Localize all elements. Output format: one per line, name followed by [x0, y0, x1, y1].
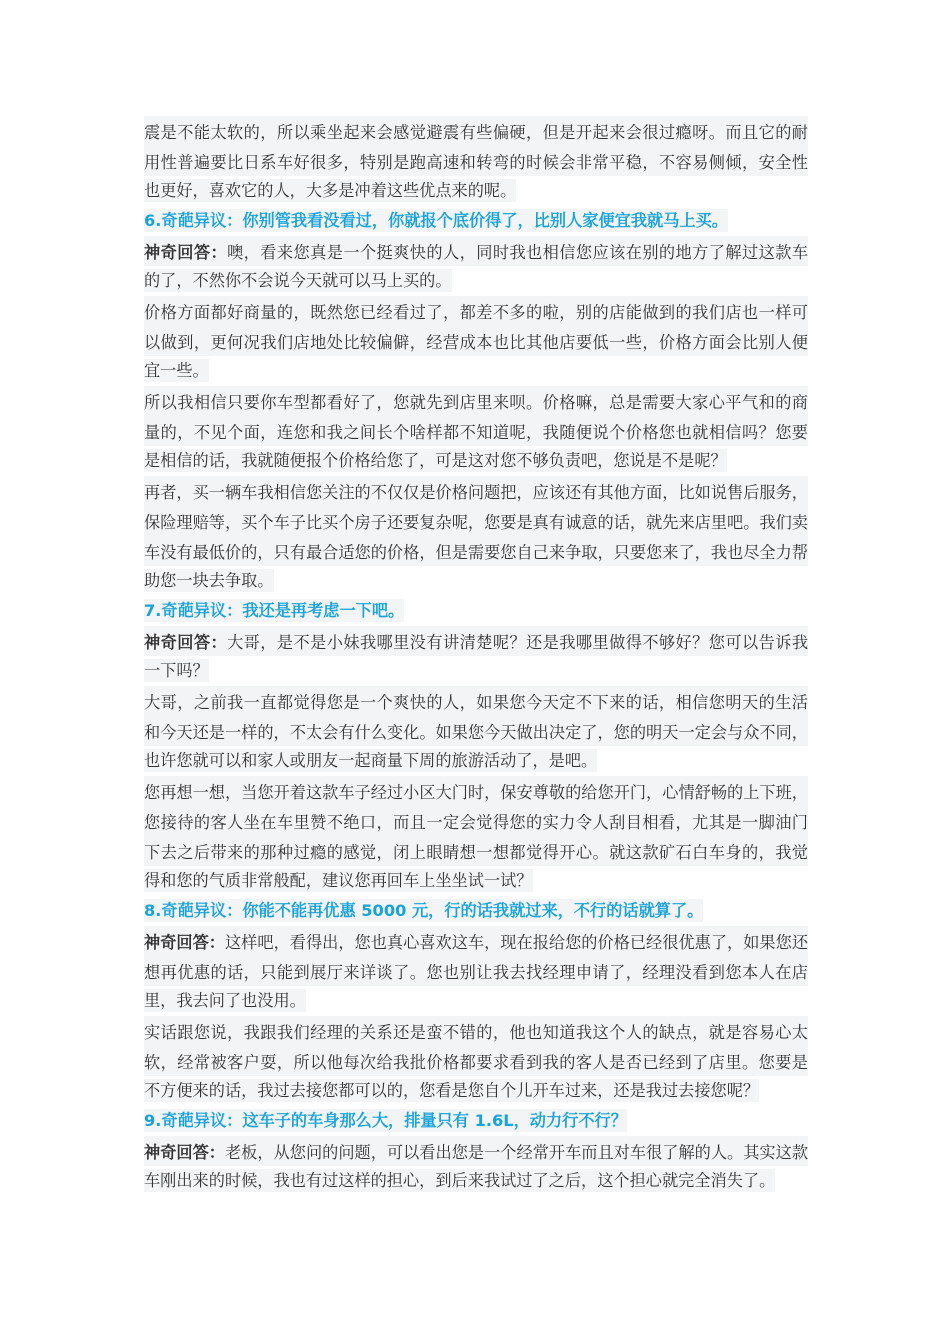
heading-text: 7.奇葩异议：我还是再考虑一下吧。 — [144, 601, 405, 620]
body-text: 您接待的客人坐在车里赞不绝口，而且一定会觉得您的实力令人刮目相看，尤其是一脚油门 — [144, 806, 808, 836]
body-text: 所以我相信只要你车型都看好了，您就先到店里来呗。价格嘛，总是需要大家心平气和的商 — [144, 386, 808, 416]
answer-label: 神奇回答： — [144, 933, 225, 952]
section-heading — [144, 896, 808, 926]
body-text: 大哥，之前我一直都觉得您是一个爽快的人，如果您今天定不下来的话，相信您明天的生活 — [144, 686, 808, 716]
answer-label: 神奇回答： — [144, 243, 228, 262]
body-text: 车没有最低价的，只有最合适您的价格，但是需要您自己来争取，只要您来了，我也尽全力帮 — [144, 536, 808, 566]
body-text: 以做到，更何况我们店地处比较偏僻，经营成本也比其他店要低一些，价格方面会比别人便 — [144, 326, 808, 356]
body-text: 软，经常被客户耍，所以他每次给我批价格都要求看到我的客人是否已经到了店里。您要是 — [144, 1046, 808, 1076]
heading-text: 8.奇葩异议：你能不能再优惠 5000 元，行的话我就过来，不行的话就算了。 — [144, 901, 704, 920]
body-text: 您再想一想，当您开着这款车子经过小区大门时，保安尊敬的给您开门，心情舒畅的上下班， — [144, 776, 808, 806]
paragraph-line — [144, 1046, 808, 1076]
answer-line — [144, 926, 808, 956]
section-heading — [144, 1106, 808, 1136]
body-text: 实话跟您说，我跟我们经理的关系还是蛮不错的，他也知道我这个人的缺点，就是容易心太 — [144, 1016, 808, 1046]
body-text: 想再优惠的话，只能到展厅来详谈了。您也别让我去找经理申请了，经理没看到您本人在店 — [144, 956, 808, 986]
paragraph-line — [144, 746, 808, 776]
body-text: 车刚出来的时候，我也有过这样的担心，到后来我试过了之后，这个担心就完全消失了。 — [144, 1171, 776, 1190]
paragraph-line — [144, 806, 808, 836]
paragraph-line — [144, 866, 808, 896]
answer-text: 噢，看来您真是一个挺爽快的人，同时我也相信您应该在别的地方了解过这款车 — [227, 243, 808, 262]
paragraph-line — [144, 176, 808, 206]
paragraph-line — [144, 1076, 808, 1106]
body-text: 价格方面都好商量的，既然您已经看过了，都差不多的啦，别的店能做到的我们店也一样可 — [144, 296, 808, 326]
body-text: 是相信的话，我就随便报个价格给您了，可是这对您不够负责吧，您说是不是呢？ — [144, 451, 727, 470]
body-text: 一下吗？ — [144, 661, 209, 680]
paragraph-line — [144, 566, 808, 596]
paragraph-line — [144, 656, 808, 686]
body-text: 的了，不然你不会说今天就可以马上买的。 — [144, 271, 452, 290]
paragraph-line — [144, 416, 808, 446]
body-text: 不方便来的话，我过去接您都可以的，您看是您自个儿开车过来，还是我过去接您呢？ — [144, 1081, 760, 1100]
paragraph-line — [144, 716, 808, 746]
body-text: 得和您的气质非常般配，建议您再回车上坐坐试一试？ — [144, 871, 533, 890]
body-text: 下去之后带来的那种过瘾的感觉，闭上眼睛想一想都觉得开心。就这款矿石白车身的，我觉 — [144, 836, 808, 866]
paragraph-line — [144, 1166, 808, 1196]
answer-label: 神奇回答： — [144, 1143, 225, 1162]
paragraph-line — [144, 116, 808, 146]
paragraph-line — [144, 1016, 808, 1046]
body-text: 也更好，喜欢它的人，大多是冲着这些优点来的呢。 — [144, 181, 517, 200]
answer-text: 老板，从您问的问题，可以看出您是一个经常开车而且对车很了解的人。其实这款 — [224, 1143, 808, 1162]
paragraph-line — [144, 836, 808, 866]
body-text: 量的，不见个面，连您和我之间长个啥样都不知道呢，我随便说个价格您也就相信吗？您要 — [144, 416, 808, 446]
answer-line — [144, 626, 808, 656]
answer-line — [144, 236, 808, 266]
answer-label: 神奇回答： — [144, 633, 228, 652]
paragraph-line — [144, 686, 808, 716]
paragraph-line — [144, 986, 808, 1016]
paragraph-line — [144, 536, 808, 566]
paragraph-line — [144, 356, 808, 386]
paragraph-line — [144, 506, 808, 536]
paragraph-line — [144, 146, 808, 176]
paragraph-line — [144, 386, 808, 416]
body-text: 宜一些。 — [144, 361, 209, 380]
heading-text: 6.奇葩异议：你别管我看没看过，你就报个底价得了，比别人家便宜我就马上买。 — [144, 211, 728, 230]
body-text: 和今天还是一样的，不太会有什么变化。如果您今天做出决定了，您的明天一定会与众不同， — [144, 716, 808, 746]
body-text: 也许您就可以和家人或朋友一起商量下周的旅游活动了，是吧。 — [144, 751, 598, 770]
body-text: 用性普遍要比日系车好很多，特别是跑高速和转弯的时候会非常平稳，不容易侧倾，安全性 — [144, 146, 808, 176]
paragraph-line — [144, 476, 808, 506]
paragraph-line — [144, 326, 808, 356]
body-text: 里，我去问了也没用。 — [144, 991, 306, 1010]
paragraph-line — [144, 776, 808, 806]
paragraph-line — [144, 266, 808, 296]
paragraph-line — [144, 296, 808, 326]
paragraph-line — [144, 956, 808, 986]
answer-line — [144, 1136, 808, 1166]
answer-text: 这样吧，看得出，您也真心喜欢这车，现在报给您的价格已经很优惠了，如果您还 — [224, 933, 808, 952]
body-text: 震是不能太软的，所以乘坐起来会感觉避震有些偏硬，但是开起来会很过瘾呀。而且它的耐 — [144, 116, 808, 146]
body-text: 再者，买一辆车我相信您关注的不仅仅是价格问题把，应该还有其他方面，比如说售后服务， — [144, 476, 808, 506]
heading-text: 9.奇葩异议：这车子的车身那么大，排量只有 1.6L，动力行不行？ — [144, 1111, 627, 1130]
document-page — [144, 116, 808, 1196]
section-heading — [144, 206, 808, 236]
answer-text: 大哥，是不是小妹我哪里没有讲清楚呢？还是我哪里做得不够好？您可以告诉我 — [227, 633, 808, 652]
section-heading — [144, 596, 808, 626]
body-text: 保险理赔等，买个车子比买个房子还要复杂呢，您要是真有诚意的话，就先来店里吧。我们卖 — [144, 506, 808, 536]
body-text: 助您一块去争取。 — [144, 571, 274, 590]
paragraph-line — [144, 446, 808, 476]
